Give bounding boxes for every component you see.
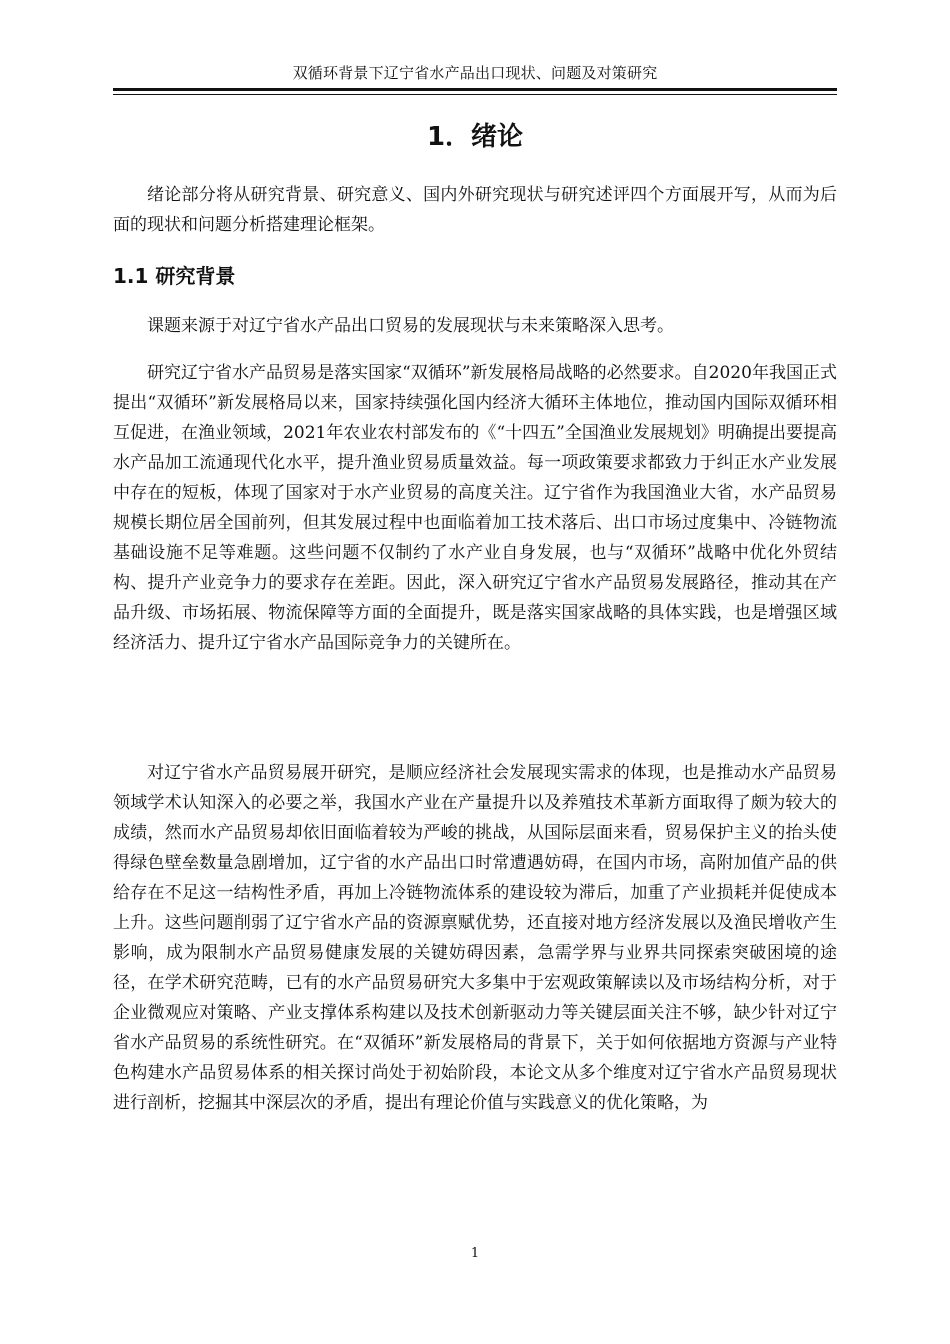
header-rule-thick (113, 88, 837, 91)
section-paragraph-1: 课题来源于对辽宁省水产品出口贸易的发展现状与未来策略深入思考。 (147, 316, 674, 336)
section-paragraph-2: 研究辽宁省水产品贸易是落实国家“双循环”新发展格局战略的必然要求。自2020年我国正式提出“双循环”新发展格局以来，国家持续强化国内经济大循环主体地位，推动国内国际双循环相互促进，在渔业领域，2021年农业农村部发布的《“十四五”全国渔业发展规划》明确提出要提高水产品加工流通现代化水平，提升渔业贸易质量效益。每一项政策要求都致力于纠正水产业发展中存在的短板，体现了国家对于水产业贸易的高度关注。辽宁省作为我国渔业大省，水产品贸易规模长期位居全国前列，但其发展过程中也面临着加工技术落后、出口市场过度集中、冷链物流基础设施不足等难题。这些问题不仅制约了水产业自身发展，也与“双循环”战略中优化外贸结构、提升产业竞争力的要求存在差距。因此，深入研究辽宁省水产品贸易发展路径，推动其在产品升级、市场拓展、物流保障等方面的全面提升，既是落实国家战略的具体实践，也是增强区域经济活力、提升辽宁省水产品国际竞争力的关键所在。 (113, 363, 837, 653)
section-title: 1.1 研究背景 (113, 264, 236, 288)
section-paragraph-3: 对辽宁省水产品贸易展开研究，是顺应经济社会发展现实需求的体现，也是推动水产品贸易领域学术认知深入的必要之举，我国水产业在产量提升以及养殖技术革新方面取得了颇为较大的成绩，然而水产品贸易却依旧面临着较为严峻的挑战，从国际层面来看，贸易保护主义的抬头使得绿色壁垒数量急剧增加，辽宁省的水产品出口时常遭遇妨碍，在国内市场，高附加值产品的供给存在不足这一结构性矛盾，再加上冷链物流体系的建设较为滞后，加重了产业损耗并促使成本上升。这些问题削弱了辽宁省水产品的资源禀赋优势，还直接对地方经济发展以及渔民增收产生影响，成为限制水产品贸易健康发展的关键妨碍因素，急需学界与业界共同探索突破困境的途径，在学术研究范畴，已有的水产品贸易研究大多集中于宏观政策解读以及市场结构分析，对于企业微观应对策略、产业支撑体系构建以及技术创新驱动力等关键层面关注不够，缺少针对辽宁省水产品贸易的系统性研究。在“双循环”新发展格局的背景下，关于如何依据地方资源与产业特色构建水产品贸易体系的相关探讨尚处于初始阶段，本论文从多个维度对辽宁省水产品贸易现状进行剖析，挖掘其中深层次的矛盾，提出有理论价值与实践意义的优化策略，为 (113, 763, 837, 1113)
chapter-title: 1．绪论 (426, 122, 524, 152)
running-header: 双循环背景下辽宁省水产品出口现状、问题及对策研究 (292, 64, 658, 82)
intro-paragraph: 绪论部分将从研究背景、研究意义、国内外研究现状与研究述评四个方面展开写，从而为后面的现状和问题分析搭建理论框架。 (113, 185, 837, 235)
page-number: 1 (470, 1246, 480, 1261)
header-rule-thin (113, 94, 837, 95)
